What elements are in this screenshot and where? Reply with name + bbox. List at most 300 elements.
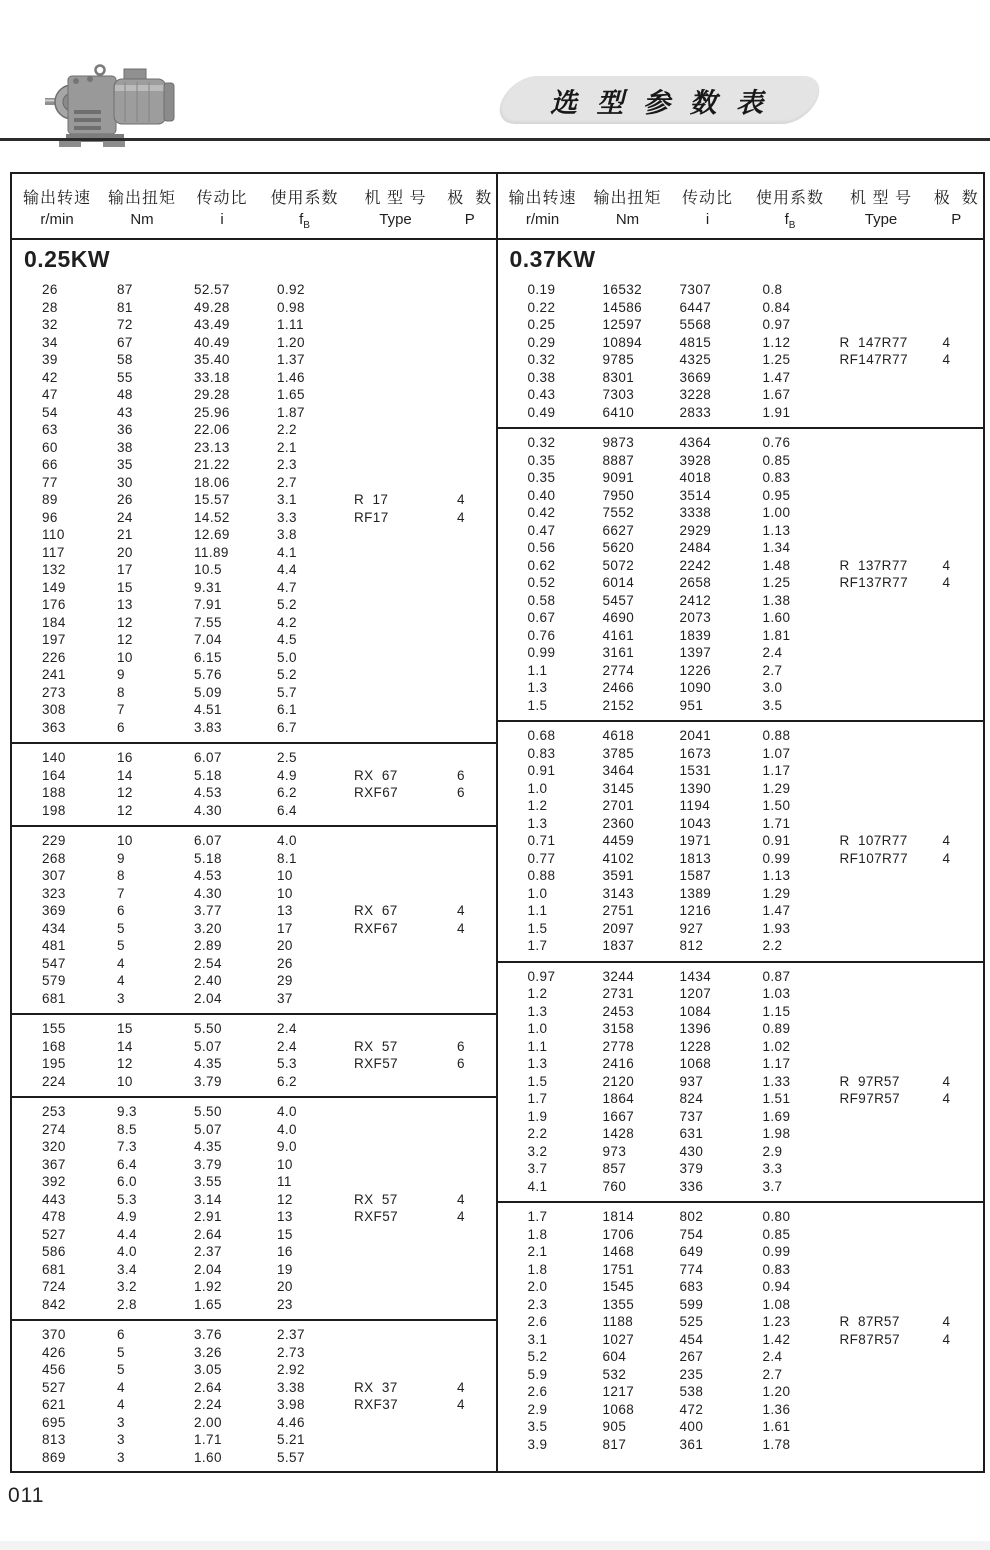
table-row bbox=[498, 316, 984, 334]
cell-torque: 6 bbox=[117, 903, 125, 918]
cell-speed: 140 bbox=[42, 750, 66, 765]
cell-ratio: 2.64 bbox=[194, 1226, 222, 1242]
cell-speed: 0.52 bbox=[527, 575, 556, 590]
cell-ratio: 43.49 bbox=[194, 317, 230, 332]
cell-torque: 5457 bbox=[602, 592, 635, 608]
cell-factor: 2.2 bbox=[277, 422, 297, 437]
table-row bbox=[12, 902, 496, 920]
table-row bbox=[12, 1326, 496, 1344]
cell-ratio: 2242 bbox=[679, 557, 712, 573]
cell-factor: 2.7 bbox=[277, 474, 297, 490]
cell-poles bbox=[444, 281, 496, 299]
cell-factor: 3.3 bbox=[277, 509, 297, 525]
cell-type bbox=[347, 850, 444, 868]
cell-factor: 1.67 bbox=[762, 387, 791, 402]
cell-type bbox=[347, 369, 444, 387]
cell-type bbox=[833, 937, 930, 955]
cell-type bbox=[347, 596, 444, 614]
cell-torque: 8.5 bbox=[117, 1121, 137, 1137]
cell-ratio: 2.54 bbox=[194, 955, 222, 971]
header-torque-cn: 输出扭矩 bbox=[107, 189, 176, 207]
header-torque-unit: Nm bbox=[615, 210, 640, 228]
table-row bbox=[498, 1055, 984, 1073]
cell-factor: 10 bbox=[277, 1156, 293, 1172]
cell-poles: 6 bbox=[457, 1038, 465, 1054]
cell-type bbox=[833, 920, 930, 938]
table-row bbox=[12, 649, 496, 667]
cell-poles: 4 bbox=[942, 334, 951, 350]
cell-poles bbox=[930, 1278, 984, 1296]
cell-type bbox=[347, 937, 444, 955]
cell-poles bbox=[930, 386, 984, 404]
cell-ratio: 1397 bbox=[679, 645, 712, 660]
cell-type bbox=[833, 592, 930, 610]
cell-speed: 47 bbox=[42, 387, 58, 402]
cell-ratio: 1396 bbox=[679, 1021, 712, 1036]
cell-type bbox=[347, 1103, 444, 1121]
cell-speed: 198 bbox=[42, 802, 66, 818]
cell-type bbox=[347, 749, 444, 767]
cell-torque: 3 bbox=[117, 990, 125, 1006]
cell-poles bbox=[930, 920, 984, 938]
cell-ratio: 25.96 bbox=[194, 404, 230, 420]
table-row bbox=[498, 281, 984, 299]
cell-speed: 370 bbox=[42, 1327, 66, 1342]
header-torque-unit: Nm bbox=[130, 210, 154, 228]
cell-poles bbox=[444, 351, 496, 369]
table-row bbox=[498, 780, 984, 798]
cell-speed: 273 bbox=[42, 684, 66, 700]
table-row bbox=[12, 1361, 496, 1379]
cell-speed: 39 bbox=[42, 352, 58, 367]
cell-ratio: 2.24 bbox=[194, 1397, 222, 1412]
cell-speed: 132 bbox=[42, 562, 66, 577]
header-type-cn: 机 型 号 bbox=[364, 189, 427, 207]
header-factor bbox=[262, 174, 347, 238]
cell-type bbox=[833, 522, 930, 540]
cell-speed: 434 bbox=[42, 920, 66, 936]
table-row bbox=[12, 972, 496, 990]
cell-torque: 7 bbox=[117, 702, 125, 717]
table-row bbox=[12, 955, 496, 973]
cell-ratio: 4815 bbox=[679, 334, 712, 350]
cell-ratio: 1068 bbox=[679, 1056, 712, 1071]
cell-type bbox=[833, 1226, 930, 1244]
cell-torque: 1468 bbox=[602, 1244, 635, 1259]
table-row bbox=[12, 749, 496, 767]
cell-ratio: 12.69 bbox=[194, 527, 230, 542]
cell-factor: 10 bbox=[277, 868, 293, 883]
cell-ratio: 4.51 bbox=[194, 702, 222, 717]
cell-factor: 16 bbox=[277, 1244, 293, 1259]
cell-poles: 4 bbox=[457, 920, 465, 936]
cell-speed: 1.3 bbox=[527, 815, 548, 831]
cell-speed: 0.88 bbox=[527, 868, 556, 883]
cell-speed: 0.42 bbox=[527, 505, 556, 520]
cell-poles bbox=[930, 797, 984, 815]
cell-factor: 1.47 bbox=[762, 369, 791, 385]
cell-factor: 5.2 bbox=[277, 667, 297, 682]
cell-speed: 274 bbox=[42, 1121, 66, 1137]
cell-poles bbox=[444, 439, 496, 457]
power-heading: 0.25KW bbox=[24, 246, 111, 272]
cell-ratio: 472 bbox=[679, 1401, 704, 1417]
cell-speed: 26 bbox=[42, 282, 58, 297]
cell-ratio: 4364 bbox=[679, 435, 712, 450]
cell-poles: 4 bbox=[942, 575, 951, 590]
cell-poles bbox=[930, 522, 984, 540]
cell-poles bbox=[930, 1243, 984, 1261]
table-row bbox=[498, 592, 984, 610]
cell-torque: 10 bbox=[117, 1073, 133, 1089]
cell-speed: 2.6 bbox=[527, 1314, 548, 1329]
cell-torque: 15 bbox=[117, 1021, 133, 1036]
cell-factor: 1.69 bbox=[762, 1108, 791, 1124]
cell-speed: 1.8 bbox=[527, 1226, 548, 1242]
cell-type bbox=[347, 1361, 444, 1379]
header-factor-unit: $f_B$ bbox=[299, 210, 310, 231]
cell-torque: 4 bbox=[117, 973, 125, 988]
cell-speed: 392 bbox=[42, 1174, 66, 1189]
cell-factor: 1.25 bbox=[762, 352, 791, 367]
cell-speed: 0.32 bbox=[527, 435, 556, 450]
cell-type bbox=[833, 1208, 930, 1226]
table-row bbox=[498, 522, 984, 540]
cell-torque: 7552 bbox=[602, 505, 635, 520]
cell-poles bbox=[930, 299, 984, 317]
cell-factor: 1.17 bbox=[762, 1056, 791, 1071]
cell-torque: 48 bbox=[117, 387, 133, 402]
cell-type: RF107R77 bbox=[839, 850, 908, 866]
table-row bbox=[12, 404, 496, 422]
cell-speed: 2.0 bbox=[527, 1279, 548, 1294]
cell-speed: 586 bbox=[42, 1244, 66, 1259]
cell-ratio: 6.07 bbox=[194, 750, 222, 765]
cell-speed: 0.67 bbox=[527, 610, 556, 625]
table-row bbox=[12, 867, 496, 885]
header-speed-cn: 输出转速 bbox=[22, 189, 91, 207]
cell-torque: 5620 bbox=[602, 540, 635, 555]
cell-speed: 547 bbox=[42, 955, 66, 971]
table-row bbox=[498, 885, 984, 903]
table-row bbox=[498, 469, 984, 487]
header-factor-cn: 使用系数 bbox=[270, 189, 339, 207]
cell-torque: 24 bbox=[117, 509, 133, 525]
cell-torque: 604 bbox=[602, 1349, 627, 1364]
cell-factor: 0.8 bbox=[762, 282, 783, 297]
cell-poles bbox=[444, 749, 496, 767]
cell-speed: 481 bbox=[42, 938, 66, 953]
cell-torque: 9 bbox=[117, 850, 125, 866]
table-row bbox=[498, 1278, 984, 1296]
cell-ratio: 2.89 bbox=[194, 938, 222, 953]
table-row bbox=[498, 539, 984, 557]
header-divider-rule bbox=[0, 138, 990, 141]
cell-poles bbox=[930, 1348, 984, 1366]
cell-speed: 3.5 bbox=[527, 1419, 548, 1434]
cell-torque: 4 bbox=[117, 1397, 125, 1412]
cell-factor: 2.3 bbox=[277, 457, 297, 472]
cell-ratio: 400 bbox=[679, 1419, 704, 1434]
cell-factor: 1.00 bbox=[762, 505, 791, 520]
cell-poles: 4 bbox=[457, 903, 465, 918]
cell-torque: 1428 bbox=[602, 1126, 635, 1141]
cell-speed: 426 bbox=[42, 1344, 66, 1360]
cell-ratio: 1813 bbox=[679, 850, 712, 866]
cell-ratio: 4018 bbox=[679, 470, 712, 485]
cell-factor: 13 bbox=[277, 903, 293, 918]
cell-torque: 6.0 bbox=[117, 1174, 137, 1189]
cell-torque: 760 bbox=[602, 1178, 627, 1194]
cell-factor: 2.4 bbox=[762, 1349, 783, 1364]
cell-poles bbox=[444, 1296, 496, 1314]
table-row bbox=[498, 557, 984, 575]
cell-poles bbox=[930, 1226, 984, 1244]
header-speed bbox=[12, 174, 102, 238]
cell-type bbox=[833, 797, 930, 815]
cell-factor: 1.34 bbox=[762, 540, 791, 555]
cell-poles bbox=[444, 1449, 496, 1467]
cell-torque: 6 bbox=[117, 1327, 125, 1342]
cell-speed: 149 bbox=[42, 579, 66, 595]
cell-ratio: 3.77 bbox=[194, 903, 222, 918]
cell-type: RX 67 bbox=[354, 767, 398, 783]
cell-poles: 4 bbox=[457, 509, 465, 525]
cell-speed: 681 bbox=[42, 1261, 66, 1277]
cell-ratio: 2041 bbox=[679, 728, 712, 743]
cell-poles: 4 bbox=[942, 557, 951, 573]
cell-poles bbox=[930, 762, 984, 780]
cell-speed: 0.83 bbox=[527, 745, 556, 761]
cell-ratio: 812 bbox=[679, 938, 704, 953]
cell-factor: 3.3 bbox=[762, 1161, 783, 1176]
cell-poles bbox=[930, 1178, 984, 1196]
cell-ratio: 2484 bbox=[679, 540, 712, 555]
table-row bbox=[498, 1208, 984, 1226]
row-group bbox=[12, 1013, 496, 1096]
cell-torque: 81 bbox=[117, 299, 133, 315]
cell-poles bbox=[444, 1103, 496, 1121]
cell-type bbox=[833, 679, 930, 697]
cell-ratio: 774 bbox=[679, 1261, 704, 1277]
cell-type bbox=[833, 1348, 930, 1366]
table-row bbox=[498, 937, 984, 955]
cell-factor: 5.7 bbox=[277, 684, 297, 700]
cell-ratio: 5.18 bbox=[194, 850, 222, 866]
cell-speed: 226 bbox=[42, 649, 66, 665]
cell-torque: 2416 bbox=[602, 1056, 635, 1071]
table-row bbox=[498, 504, 984, 522]
table-row bbox=[12, 614, 496, 632]
cell-poles: 4 bbox=[942, 850, 951, 866]
cell-factor: 0.85 bbox=[762, 1226, 791, 1242]
cell-torque: 4 bbox=[117, 955, 125, 971]
table-row bbox=[498, 1348, 984, 1366]
cell-poles bbox=[930, 469, 984, 487]
cell-factor: 1.65 bbox=[277, 387, 305, 402]
cell-ratio: 927 bbox=[679, 920, 704, 936]
table-row bbox=[12, 1103, 496, 1121]
cell-torque: 12 bbox=[117, 1056, 133, 1071]
row-groups bbox=[498, 276, 984, 1459]
cell-factor: 26 bbox=[277, 955, 293, 971]
cell-ratio: 1084 bbox=[679, 1003, 712, 1019]
cell-ratio: 2833 bbox=[679, 404, 712, 420]
table-row bbox=[12, 526, 496, 544]
cell-torque: 532 bbox=[602, 1366, 627, 1382]
cell-factor: 6.2 bbox=[277, 785, 297, 800]
cell-speed: 369 bbox=[42, 903, 66, 918]
cell-poles bbox=[930, 434, 984, 452]
row-group bbox=[498, 427, 984, 720]
cell-poles bbox=[444, 719, 496, 737]
cell-factor: 12 bbox=[277, 1191, 293, 1207]
table-row bbox=[12, 1396, 496, 1414]
cell-poles bbox=[930, 745, 984, 763]
cell-torque: 1217 bbox=[602, 1384, 635, 1399]
table-row bbox=[498, 832, 984, 850]
cell-type bbox=[347, 832, 444, 850]
table-row bbox=[12, 474, 496, 492]
cell-torque: 8 bbox=[117, 684, 125, 700]
cell-type: RF137R77 bbox=[839, 575, 908, 590]
cell-factor: 1.93 bbox=[762, 920, 791, 936]
table-row bbox=[12, 316, 496, 334]
cell-torque: 16 bbox=[117, 750, 133, 765]
cell-factor: 2.73 bbox=[277, 1344, 305, 1360]
cell-factor: 9.0 bbox=[277, 1139, 297, 1154]
cell-type bbox=[833, 1125, 930, 1143]
cell-type bbox=[347, 684, 444, 702]
cell-factor: 4.0 bbox=[277, 833, 297, 848]
cell-factor: 3.0 bbox=[762, 680, 783, 695]
cell-torque: 2360 bbox=[602, 815, 635, 831]
cell-poles bbox=[930, 968, 984, 986]
cell-poles bbox=[930, 452, 984, 470]
cell-type bbox=[833, 1436, 930, 1454]
cell-ratio: 2.00 bbox=[194, 1414, 222, 1430]
cell-type bbox=[833, 469, 930, 487]
cell-factor: 6.7 bbox=[277, 719, 297, 735]
cell-poles bbox=[930, 662, 984, 680]
cell-type bbox=[347, 1431, 444, 1449]
cell-factor: 1.29 bbox=[762, 885, 791, 901]
table-row bbox=[12, 334, 496, 352]
cell-speed: 527 bbox=[42, 1379, 66, 1395]
cell-poles bbox=[444, 1073, 496, 1091]
cell-torque: 3.4 bbox=[117, 1261, 137, 1277]
cell-speed: 1.7 bbox=[527, 1091, 548, 1106]
cell-type bbox=[347, 1344, 444, 1362]
table-column-037kw bbox=[498, 240, 984, 1471]
cell-poles bbox=[444, 1156, 496, 1174]
cell-factor: 1.11 bbox=[277, 317, 304, 332]
cell-factor: 3.38 bbox=[277, 1379, 305, 1395]
table-row bbox=[12, 1379, 496, 1397]
cell-torque: 2774 bbox=[602, 662, 635, 678]
cell-ratio: 754 bbox=[679, 1226, 704, 1242]
cell-speed: 1.9 bbox=[527, 1108, 548, 1124]
cell-type bbox=[833, 1418, 930, 1436]
cell-type bbox=[347, 456, 444, 474]
header-torque bbox=[102, 174, 182, 238]
cell-ratio: 951 bbox=[679, 697, 704, 713]
cell-ratio: 2929 bbox=[679, 522, 712, 538]
table-row bbox=[498, 299, 984, 317]
cell-type bbox=[347, 1243, 444, 1261]
cell-type bbox=[347, 561, 444, 579]
table-row bbox=[12, 561, 496, 579]
cell-type bbox=[347, 1156, 444, 1174]
cell-ratio: 7.55 bbox=[194, 614, 222, 630]
cell-speed: 1.7 bbox=[527, 938, 548, 953]
cell-type bbox=[347, 701, 444, 719]
table-row bbox=[498, 1436, 984, 1454]
cell-factor: 3.1 bbox=[277, 492, 297, 507]
cell-speed: 2.1 bbox=[527, 1244, 548, 1259]
cell-poles: 6 bbox=[457, 785, 465, 800]
cell-torque: 12 bbox=[117, 632, 133, 647]
cell-type: RXF57 bbox=[354, 1056, 399, 1071]
cell-speed: 0.97 bbox=[527, 968, 556, 984]
cell-torque: 7303 bbox=[602, 387, 635, 402]
cell-speed: 197 bbox=[42, 632, 66, 647]
cell-speed: 842 bbox=[42, 1296, 66, 1312]
cell-ratio: 3.55 bbox=[194, 1174, 222, 1189]
cell-poles bbox=[930, 1366, 984, 1384]
cell-factor: 5.21 bbox=[277, 1432, 305, 1447]
cell-poles bbox=[444, 885, 496, 903]
table-row bbox=[12, 684, 496, 702]
table-row bbox=[498, 1331, 984, 1349]
cell-type: R 147R77 bbox=[839, 334, 908, 350]
cell-speed: 1.3 bbox=[527, 1003, 548, 1019]
cell-torque: 38 bbox=[117, 439, 133, 455]
cell-type bbox=[833, 369, 930, 387]
cell-ratio: 49.28 bbox=[194, 299, 230, 315]
cell-ratio: 3338 bbox=[679, 505, 712, 520]
cell-factor: 15 bbox=[277, 1226, 293, 1242]
cell-torque: 2466 bbox=[602, 680, 635, 695]
cell-factor: 1.48 bbox=[762, 557, 791, 573]
cell-speed: 28 bbox=[42, 299, 58, 315]
cell-speed: 2.2 bbox=[527, 1126, 548, 1141]
cell-poles bbox=[930, 679, 984, 697]
header-poles bbox=[930, 174, 984, 238]
cell-poles: 4 bbox=[457, 1209, 465, 1224]
cell-type bbox=[833, 745, 930, 763]
cell-torque: 9 bbox=[117, 667, 125, 682]
table-row bbox=[498, 902, 984, 920]
cell-type bbox=[833, 627, 930, 645]
cell-poles bbox=[930, 504, 984, 522]
cell-poles bbox=[930, 780, 984, 798]
power-heading: 0.37KW bbox=[509, 246, 596, 272]
cell-type bbox=[347, 299, 444, 317]
cell-poles bbox=[444, 474, 496, 492]
cell-torque: 21 bbox=[117, 527, 133, 542]
header-type-unit: Type bbox=[379, 210, 412, 228]
cell-speed: 0.99 bbox=[527, 645, 556, 660]
cell-speed: 308 bbox=[42, 702, 66, 717]
cell-factor: 1.71 bbox=[762, 815, 791, 831]
cell-speed: 0.71 bbox=[527, 833, 556, 848]
cell-speed: 0.38 bbox=[527, 369, 556, 385]
cell-speed: 443 bbox=[42, 1191, 66, 1207]
table-row bbox=[12, 386, 496, 404]
cell-poles bbox=[444, 684, 496, 702]
cell-torque: 2097 bbox=[602, 920, 635, 936]
